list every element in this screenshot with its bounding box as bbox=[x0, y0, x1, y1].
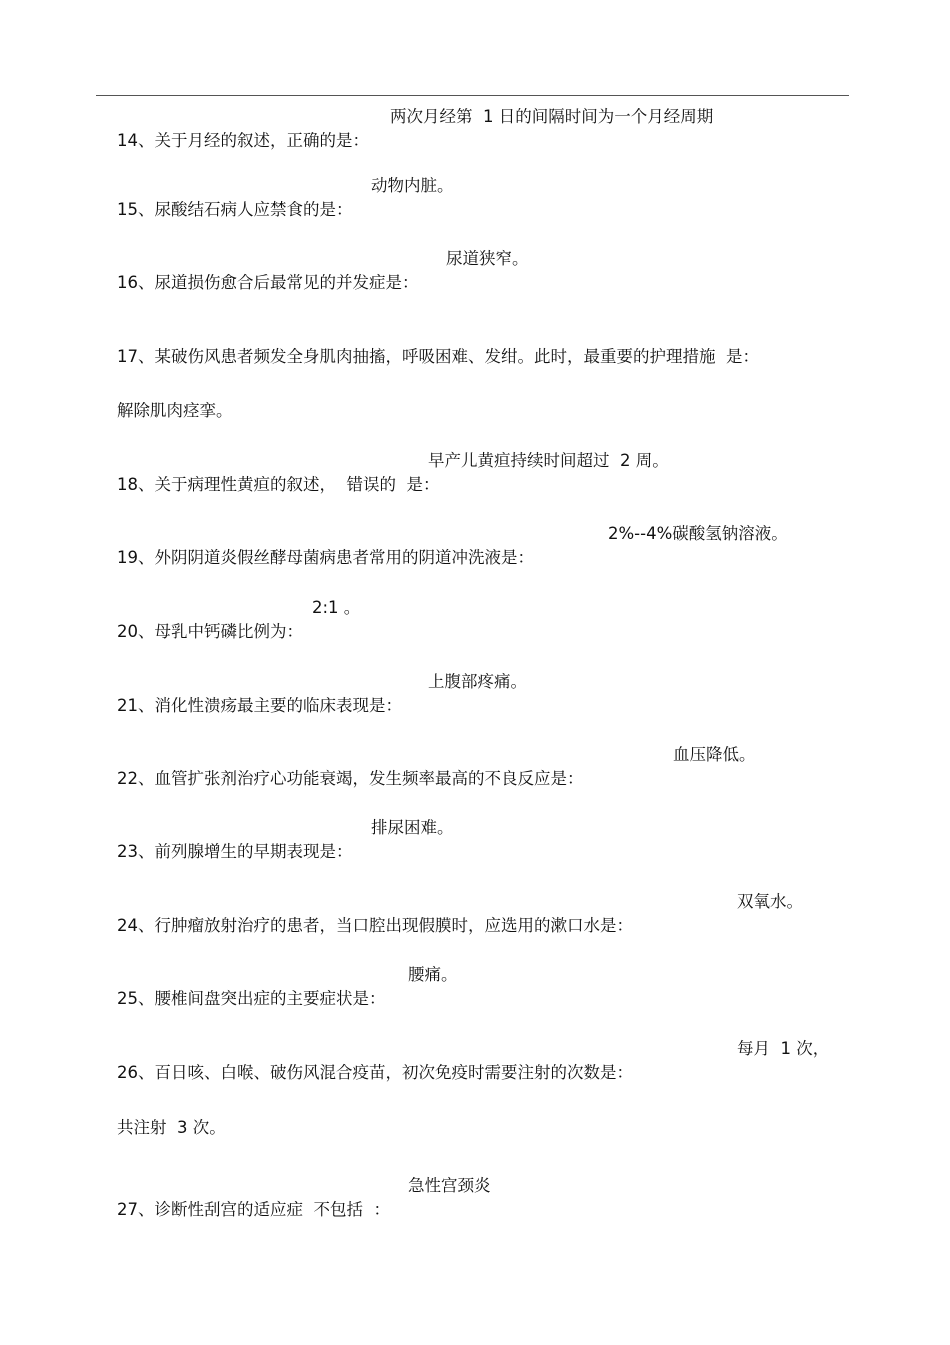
question-text: 26、百日咳、白喉、破伤风混合疫苗，初次免疫时需要注射的次数是： bbox=[116, 1063, 633, 1082]
question-text: 27、诊断性刮宫的适应症 不包括 ： bbox=[116, 1200, 390, 1219]
question-text: 21、消化性溃疡最主要的临床表现是： bbox=[116, 696, 402, 715]
question-text: 17、某破伤风患者频发全身肌肉抽搐，呼吸困难、发绀。此时，最重要的护理措施 是： bbox=[116, 347, 759, 366]
answer-text: 动物内脏。 bbox=[371, 176, 454, 195]
question-text: 19、外阴阴道炎假丝酵母菌病患者常用的阴道冲洗液是： bbox=[116, 548, 534, 567]
question-text: 25、腰椎间盘突出症的主要症状是： bbox=[116, 989, 386, 1008]
question-16 bbox=[96, 247, 529, 292]
question-25 bbox=[96, 963, 458, 1008]
question-text: 22、血管扩张剂治疗心功能衰竭，发生频率最高的不良反应是： bbox=[116, 769, 584, 788]
question-24 bbox=[96, 890, 803, 935]
question-21 bbox=[96, 670, 527, 715]
answer-text: 两次月经第 1 日的间隔时间为一个月经周期 bbox=[390, 107, 714, 126]
answer-text: 共注射 3 次。 bbox=[116, 1118, 226, 1137]
question-18 bbox=[96, 449, 669, 494]
question-23 bbox=[96, 816, 454, 861]
answer-text: 排尿困难。 bbox=[371, 818, 454, 837]
question-text: 23、前列腺增生的早期表现是： bbox=[116, 842, 353, 861]
answer-text: 2:1 。 bbox=[312, 598, 361, 617]
question-text: 20、母乳中钙磷比例为： bbox=[116, 622, 303, 641]
question-27 bbox=[96, 1174, 491, 1219]
question-19 bbox=[96, 522, 788, 567]
answer-text: 血压降低。 bbox=[673, 745, 756, 764]
answer-text: 双氧水。 bbox=[737, 892, 803, 911]
answer-text: 解除肌肉痉挛。 bbox=[116, 401, 233, 420]
answer-text: 早产儿黄疸持续时间超过 2 周。 bbox=[428, 451, 669, 470]
question-20 bbox=[96, 596, 361, 641]
header-rule bbox=[96, 95, 849, 96]
answer-17 bbox=[96, 375, 233, 420]
question-text: 15、尿酸结石病人应禁食的是： bbox=[116, 200, 353, 219]
question-17 bbox=[96, 321, 759, 366]
question-15 bbox=[96, 174, 454, 219]
answer-text: 2%--4%碳酸氢钠溶液。 bbox=[608, 524, 788, 543]
question-14 bbox=[96, 105, 714, 150]
answer-text: 每月 1 次， bbox=[737, 1039, 830, 1058]
answer-text: 上腹部疼痛。 bbox=[428, 672, 527, 691]
question-text: 18、关于病理性黄疸的叙述， 错误的 是： bbox=[116, 475, 440, 494]
answer-text: 尿道狭窄。 bbox=[446, 249, 529, 268]
answer-26-continued bbox=[96, 1092, 226, 1137]
answer-text: 腰痛。 bbox=[408, 965, 458, 984]
question-26 bbox=[96, 1037, 830, 1082]
answer-text: 急性宫颈炎 bbox=[408, 1176, 491, 1195]
question-text: 24、行肿瘤放射治疗的患者，当口腔出现假膜时，应选用的漱口水是： bbox=[116, 916, 633, 935]
question-22 bbox=[96, 743, 756, 788]
question-text: 16、尿道损伤愈合后最常见的并发症是： bbox=[116, 273, 419, 292]
question-text: 14、关于月经的叙述，正确的是： bbox=[116, 131, 369, 150]
